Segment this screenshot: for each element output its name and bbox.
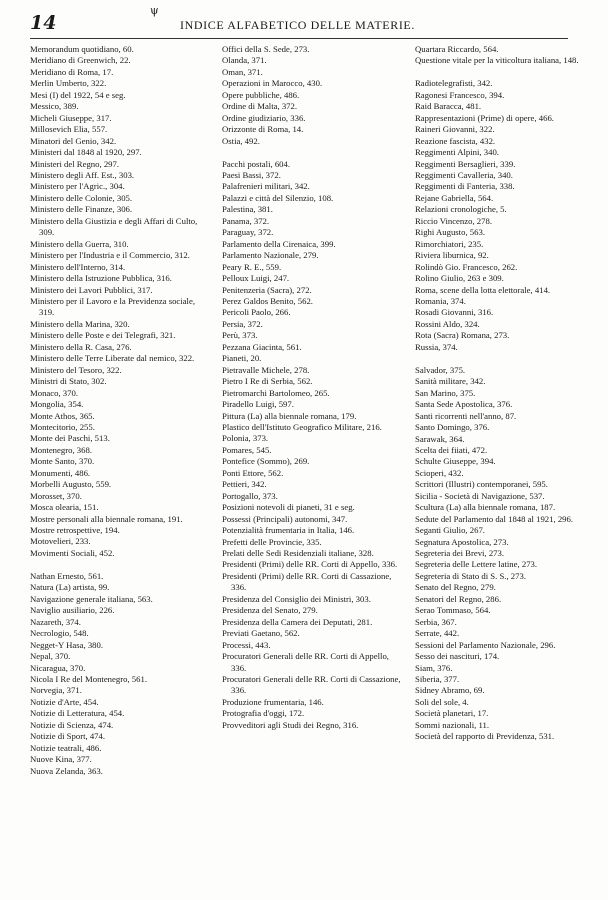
index-entry: Ordine di Malta, 372. [222,101,298,112]
index-entry: Nepal, 370. [30,651,71,662]
index-entry: Ministero per l'Industria e il Commercio, 312. [30,250,190,261]
index-entry: Roma, scene della lotta elettorale, 414. [415,284,551,295]
index-entry: Procuratori Generali delle RR. Corti di Appello, 336. [222,651,389,673]
index-entry: Movimenti Sociali, 452. [30,547,115,558]
index-entry: Mesi (I) del 1922, 54 e seg. [30,89,126,100]
index-entry: Società planetari, 17. [415,708,489,719]
index-entry: Montenegro, 368. [30,444,93,455]
index-entry: Piradello Luigi, 597. [222,399,294,410]
index-entry: Opere pubbliche, 486. [222,89,300,100]
index-entry: Rappresentazioni (Prime) di opere, 466. [415,112,554,123]
index-entry: Ministero della Guerra, 310. [30,238,129,249]
index-entry: Senatori del Regno, 286. [415,593,502,604]
index-entry: Prefetti delle Provincie, 335. [222,536,322,547]
index-entry: Notizie teatrali, 486. [30,742,102,753]
index-entry: Segreteria di Stato di S. S., 273. [415,570,526,581]
index-entry: Paraguay, 372. [222,227,274,238]
index-entry: Mosca olearia, 151. [30,502,99,513]
index-entry: Presidenza della Camera dei Deputati, 281. [222,616,373,627]
index-entry: Rolino Giulio, 263 e 309. [415,273,504,284]
index-entry: Notizie di Sport, 474. [30,731,106,742]
index-entry: Ministero delle Poste e dei Telegrafi, 321. [30,330,176,341]
index-entry: Procuratori Generali delle RR. Corti di Cassazione, 336. [222,673,401,696]
index-entry: Nicaragua, 370. [30,662,86,673]
index-entry: Scelta dei fiiati, 472. [415,444,488,455]
index-entry: Ministero dell'Interno, 314. [30,261,126,272]
index-entry: Serao Tommaso, 564. [415,605,491,616]
index-entry: Potenzialità frumentaria in Italia, 146. [222,525,355,536]
index-entry: Ministeri del Regno, 297. [30,158,120,169]
index-entry: Navigazione generale italiana, 563. [30,593,153,604]
index-entry: Morbelli Augusto, 559. [30,479,112,490]
index-entry: Reggimenti Bersaglieri, 339. [415,158,516,169]
index-entry: Oman, 371. [222,66,263,77]
index-entry: Monte Athos, 365. [30,410,95,421]
index-entry: Raineri Giovanni, 322. [415,124,495,135]
index-entry: Reggimenti Cavalleria, 340. [415,170,513,181]
index-entry: Ministero del Tesoro, 322. [30,364,122,375]
index-entry: Merlin Umberto, 322. [30,78,107,89]
index-entry: Pomares, 545. [222,444,272,455]
index-entry: Ministeri dal 1848 al 1920, 297. [30,147,142,158]
index-entry: Pezzana Giacinta, 561. [222,341,302,352]
index-entry: Natura (La) artista, 99. [30,582,110,593]
index-entry: Operazioni in Marocco, 430. [222,78,323,89]
index-entry: Notizie di Letteratura, 454. [30,708,125,719]
index-entry: Ministero per il Lavoro e la Previdenza sociale, 319. [30,295,196,318]
index-entry: Ministero per l'Agric., 304. [30,181,125,192]
index-entry: Naviglio ausiliario, 226. [30,605,115,616]
index-entry: Nuova Zelanda, 363. [30,765,103,776]
index-entry: Ministero delle Finanze, 306. [30,204,133,215]
index-entry: Pietromarchi Bartolomeo, 265. [222,387,330,398]
index-entry: Reggimenti di Fanteria, 338. [415,181,515,192]
index-entry: Pietravalle Michele, 278. [222,364,310,375]
index-entry: Presidenti (Primi) delle RR. Corti di Cassazione, 336. [222,570,392,593]
index-entry: Sommi nazionali, 11. [415,719,489,730]
index-entry: Penitenzeria (Sacra), 272. [222,284,312,295]
index-entry: Necrologio, 548. [30,628,89,639]
section-gap [415,353,595,365]
index-entry: Norvegia, 371. [30,685,82,696]
index-entry: Romania, 374. [415,296,466,307]
index-entry: Previati Gaetano, 562. [222,628,300,639]
index-entry: Santi ricorrenti nell'anno, 87. [415,410,517,421]
index-entry: Scultura (La) alla biennale romana, 187. [415,502,556,513]
index-entry: Rolindò Gio. Francesco, 262. [415,261,518,272]
index-entry: Presidenza del Consiglio dei Ministri, 303. [222,593,371,604]
index-entry: Meridiano di Greenwich, 22. [30,55,131,66]
index-entry: Ministero della Istruzione Pubblica, 316. [30,273,172,284]
index-entry: Monte dei Paschi, 513. [30,433,110,444]
page-number: 14 [30,12,57,34]
index-entry: Società del rapporto di Previdenza, 531. [415,731,555,742]
index-entry: Sesso dei nascituri, 174. [415,651,500,662]
index-entry: Relazioni cronologiche, 5. [415,204,507,215]
index-entry: Pacchi postali, 604. [222,158,291,169]
index-entry: Raid Baracca, 481. [415,101,482,112]
header-rule [30,38,568,39]
index-entry: Radiotelegrafisti, 342. [415,78,493,89]
ink-mark: ψ [150,4,159,17]
index-entry: Nicola I Re del Montenegro, 561. [30,673,148,684]
index-entry: Palafrenieri militari, 342. [222,181,310,192]
index-entry: Scrittori (Illustri) contemporanei, 595. [415,479,548,490]
index-entry: Ragonesi Francesco, 394. [415,89,505,100]
index-entry: Minatori del Genio, 342. [30,135,117,146]
index-entry: Pietro I Re di Serbia, 562. [222,376,313,387]
index-entry: Ministero della Giustizia e degli Affari di Culto, 309. [30,215,198,238]
index-entry: Schulte Giuseppe, 394. [415,456,496,467]
index-column-3 [415,44,595,743]
index-entry: Memorandum quotidiano, 60. [30,44,134,54]
index-entry: Morosset, 370. [30,490,82,501]
index-entry: Negget-Y Hasa, 380. [30,639,104,650]
index-entry: Produzione frumentaria, 146. [222,696,324,707]
index-entry: Santa Sede Apostolica, 376. [415,399,513,410]
section-gap [30,559,210,571]
index-entry: Nathan Ernesto, 561. [30,570,104,581]
index-entry: Presidenza del Senato, 279. [222,605,318,616]
index-entry: Rimorchiatori, 235. [415,238,484,249]
index-entry: Offici della S. Sede, 273. [222,44,310,54]
index-entry: Palestina, 381. [222,204,273,215]
section-gap [415,67,595,79]
index-entry: Siam, 376. [415,662,453,673]
index-entry: Millosevich Elia, 557. [30,124,108,135]
index-entry: Sanità militare, 342. [415,376,486,387]
index-entry: Segnatura Apostolica, 273. [415,536,509,547]
index-entry: Portogallo, 373. [222,490,278,501]
index-column-2 [222,44,402,731]
index-entry: Russia, 374. [415,341,458,352]
index-entry: Mostre retrospettive, 194. [30,525,120,536]
index-entry: Senato del Regno, 279. [415,582,496,593]
index-entry: Meridiano di Roma, 17. [30,66,114,77]
index-entry: Ostia, 492. [222,135,260,146]
index-entry: Plastico dell'Istituto Geografico Militare, 216. [222,422,382,432]
page-title: INDICE ALFABETICO DELLE MATERIE. [180,18,415,32]
index-entry: Paesi Bassi, 372. [222,170,281,181]
index-entry: Sarawak, 364. [415,433,465,444]
index-entry: Processi, 443. [222,639,271,650]
index-entry: Orizzonte di Roma, 14. [222,124,304,135]
index-entry: Presidenti (Primi) delle RR. Corti di Appello, 336. [222,559,398,570]
index-entry: Parlamento Nazionale, 279. [222,250,319,261]
index-entry: Monaco, 370. [30,387,79,398]
index-entry: Peary R. E., 559. [222,261,282,272]
index-entry: Notizie d'Arte, 454. [30,696,99,707]
index-entry: Perù, 373. [222,330,258,341]
index-entry: Serbia, 367. [415,616,457,627]
index-entry: Rosadi Giovanni, 316. [415,307,494,318]
index-entry: Provveditori agli Studi dei Regno, 316. [222,719,359,730]
index-entry: Polonia, 373. [222,433,269,444]
index-entry: Ministero della R. Casa, 276. [30,341,132,352]
index-entry: Palazzi e città del Silenzio, 108. [222,192,334,203]
index-entry: Seganti Giulio, 267. [415,525,485,536]
index-entry: Reazione fascista, 432. [415,135,496,146]
index-entry: Ministero delle Colonie, 305. [30,192,133,203]
index-entry: Motovelieri, 233. [30,536,91,547]
index-entry: Sicilia - Società di Navigazione, 537. [415,490,545,501]
index-entry: Posizioni notevoli di pianeti, 31 e seg. [222,502,355,513]
index-entry: Sidney Abramo, 69. [415,685,485,696]
index-entry: Persia, 372. [222,318,263,329]
index-entry: Messico, 389. [30,101,79,112]
index-entry: Righi Augusto, 563. [415,227,485,238]
index-entry: Panama, 372. [222,215,270,226]
index-entry: Quartara Riccardo, 564. [415,44,499,54]
index-entry: Protografia d'oggi, 172. [222,708,305,719]
index-entry: Santo Domingo, 376. [415,422,490,433]
index-entry: Nuove Kina, 377. [30,754,92,765]
index-entry: Parlamento della Cirenaica, 399. [222,238,336,249]
index-entry: Mongolia, 354. [30,399,84,410]
index-entry: Ordine giudiziario, 336. [222,112,306,123]
index-entry: Pittura (La) alla biennale romana, 179. [222,410,357,421]
index-entry: Questione vitale per la viticoltura italiana, 148. [415,55,579,66]
index-entry: Ministero della Marina, 320. [30,318,130,329]
index-column-1 [30,44,210,777]
index-entry: Micheli Giuseppe, 317. [30,112,112,123]
index-entry: Rejane Gabriella, 564. [415,192,494,203]
index-entry: Monte Santo, 370. [30,456,95,467]
index-entry: Sessioni del Parlamento Nazionale, 296. [415,639,556,650]
index-entry: Prelati delle Sedi Residenziali italiane, 328. [222,547,374,558]
index-entry: Ponti Ettore, 562. [222,467,284,478]
index-entry: Ministero delle Terre Liberate dal nemico, 322. [30,353,195,364]
index-entry: Perez Galdos Benito, 562. [222,296,313,307]
index-entry: Pericoli Paolo, 266. [222,307,291,318]
index-entry: Olanda, 371. [222,55,267,66]
index-entry: Pontefice (Sommo), 269. [222,456,310,467]
index-entry: Riviera liburnica, 92. [415,250,489,261]
index-entry: Notizie di Scienza, 474. [30,719,114,730]
index-entry: Siberia, 377. [415,674,460,685]
index-entry: Mostre personali alla biennale romana, 191. [30,513,183,524]
index-entry: Salvador, 375. [415,364,466,375]
index-entry: Riccio Vincenzo, 278. [415,215,493,226]
index-entry: Serrate, 442. [415,628,460,639]
index-entry: Monumenti, 486. [30,467,91,478]
index-entry: Scioperi, 432. [415,467,464,478]
index-entry: San Marino, 375. [415,387,476,398]
page-header [30,4,568,34]
index-entry: Pelloux Luigi, 247. [222,273,290,284]
index-entry: Rossini Aldo, 324. [415,318,480,329]
index-entry: Pianeti, 20. [222,353,262,364]
index-entry: Segreteria delle Lettere latine, 273. [415,559,538,570]
index-entry: Rota (Sacra) Romana, 273. [415,330,510,341]
index-entry: Pettieri, 342. [222,479,267,490]
index-entry: Soli del sole, 4. [415,696,469,707]
section-gap [222,147,402,159]
index-entry: Sedute del Parlamento dal 1848 al 1921, 296. [415,513,574,524]
index-entry: Ministero dei Lavori Pubblici, 317. [30,284,153,295]
index-entry: Possessi (Principali) autonomi, 347. [222,513,348,524]
index-entry: Reggimenti Alpini, 340. [415,147,499,158]
index-entry: Ministero degli Aff. Est., 303. [30,169,135,180]
index-entry: Segreteria dei Brevi, 273. [415,548,505,559]
index-entry: Ministri di Stato, 302. [30,376,107,387]
index-entry: Nazareth, 374. [30,616,81,627]
index-entry: Montecitorio, 255. [30,421,95,432]
